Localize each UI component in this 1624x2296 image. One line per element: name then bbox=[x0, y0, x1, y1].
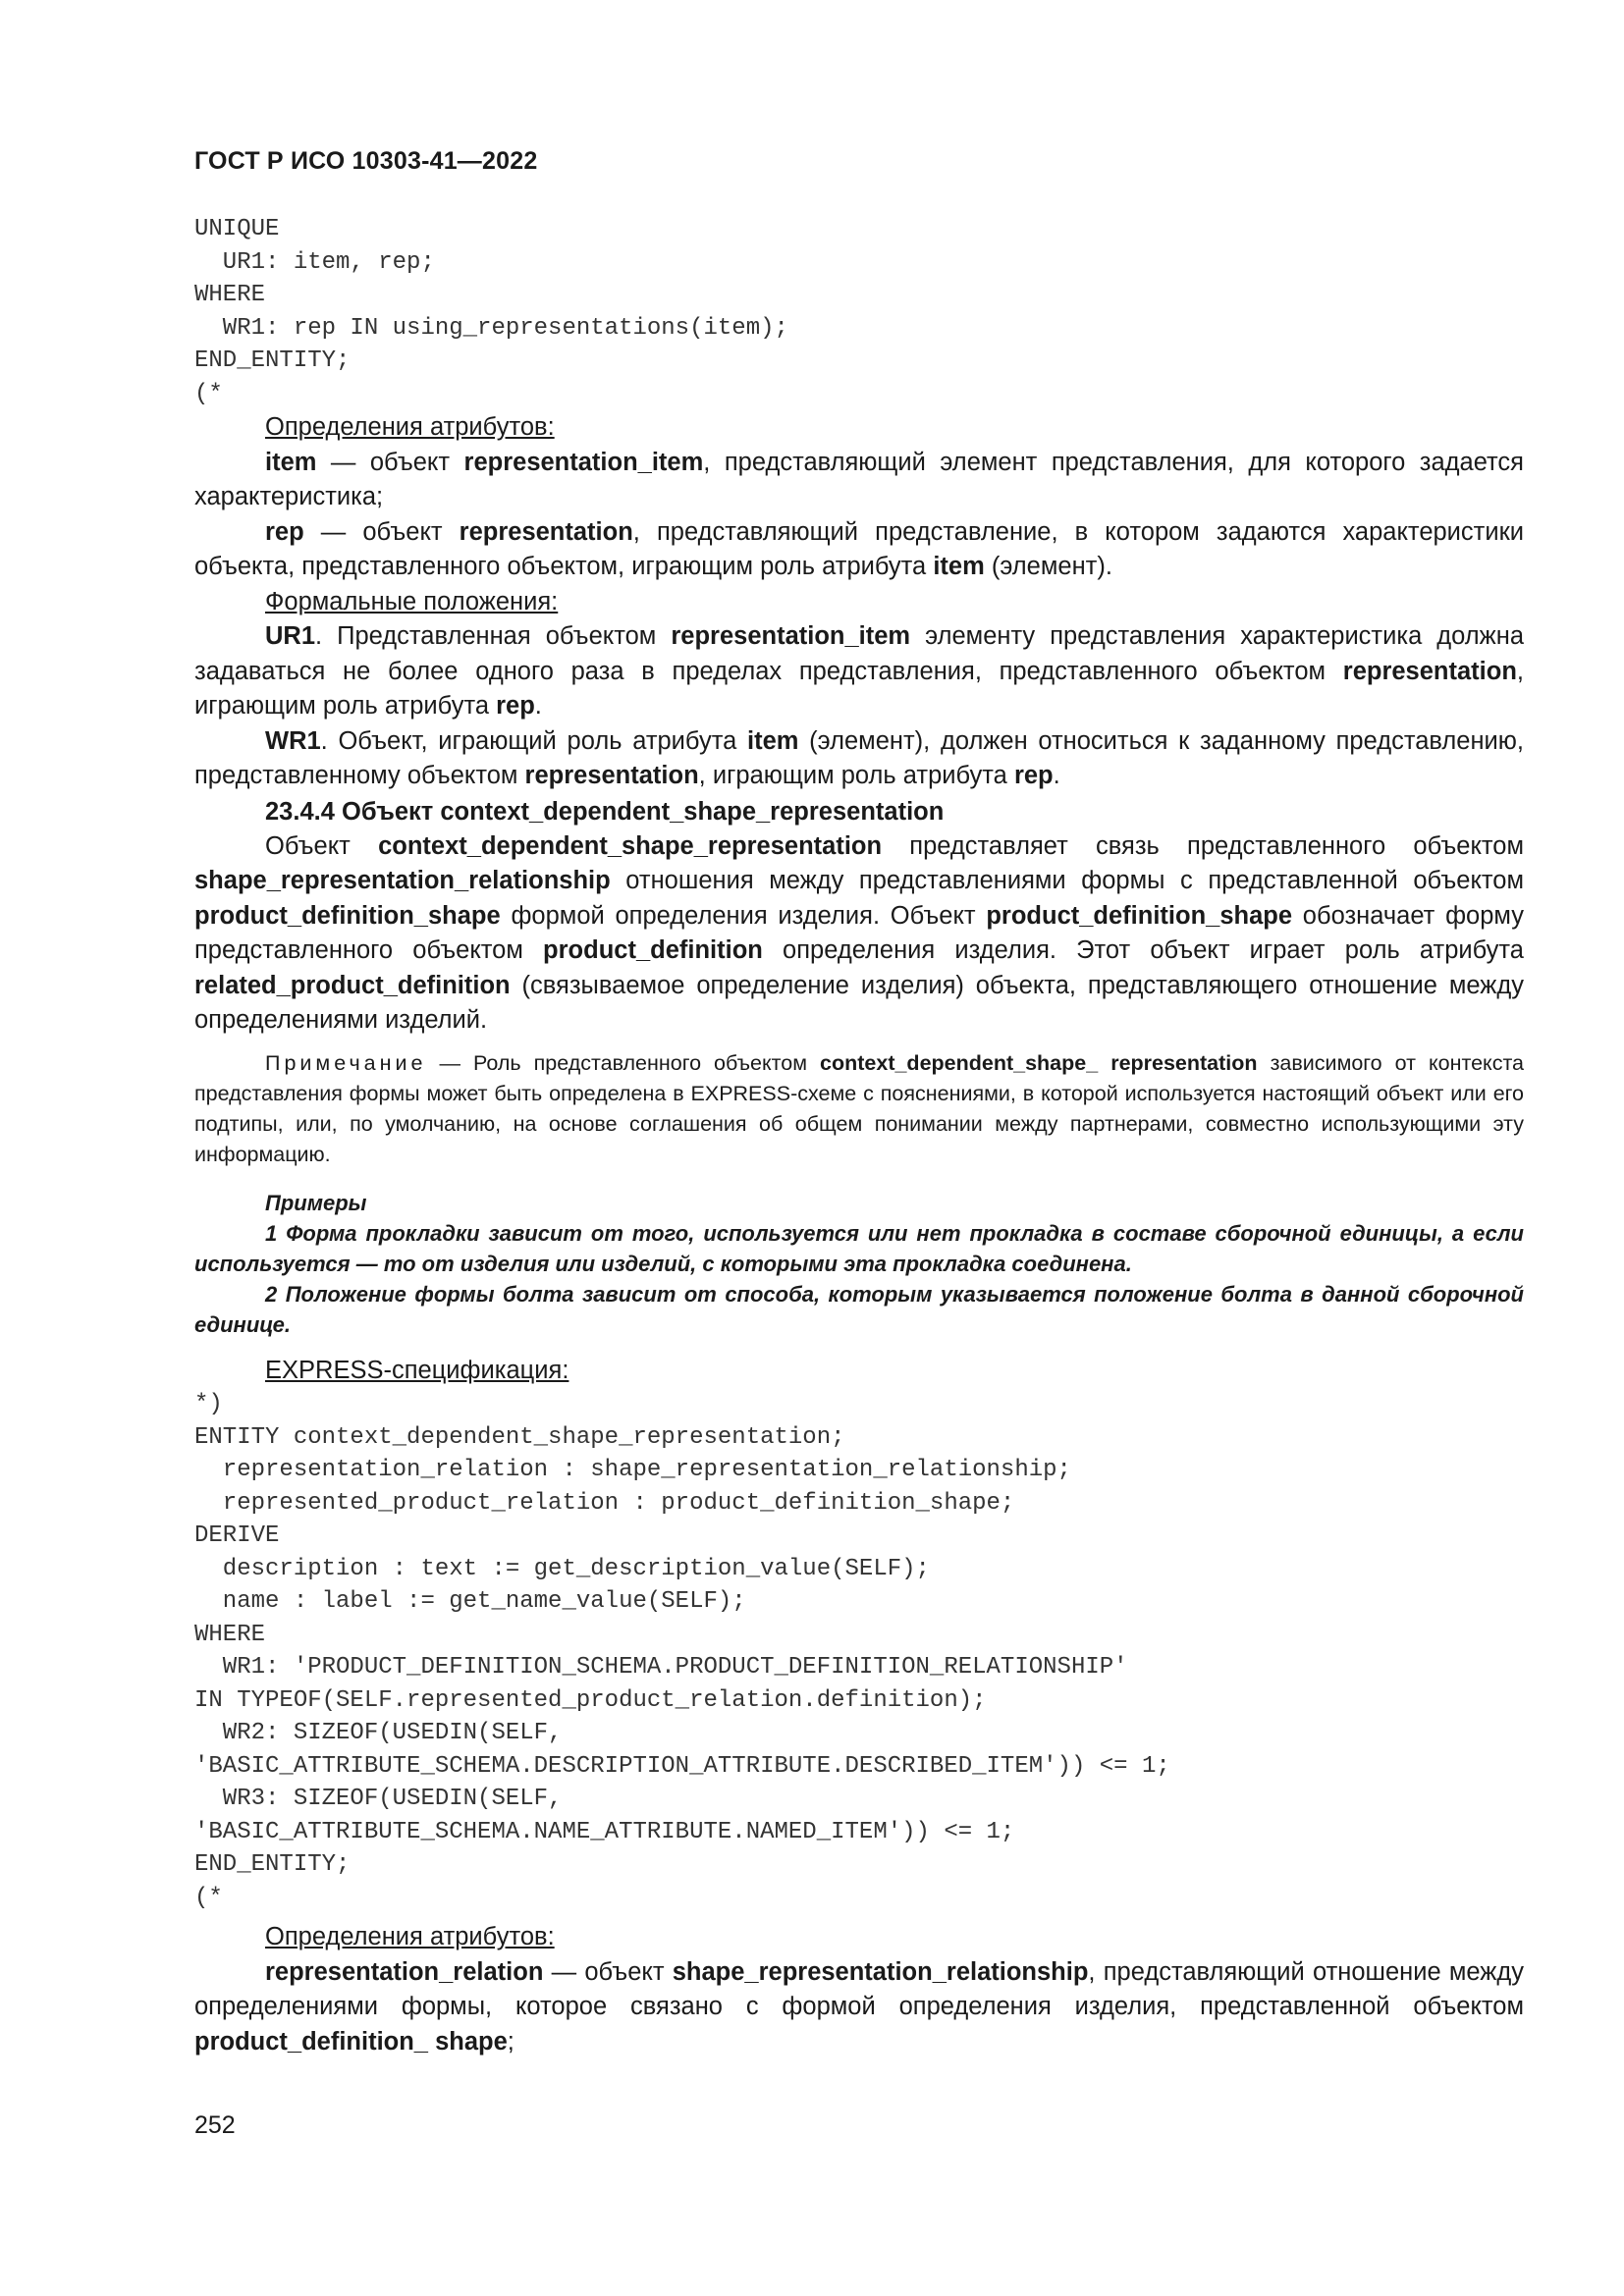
document-page bbox=[194, 147, 1524, 2059]
attr-defs-2-heading: Определения атрибутов: bbox=[265, 1923, 555, 1950]
code-line: WR1: rep IN using_representations(item); bbox=[194, 314, 788, 342]
note: Примечание — Роль представленного объектом context_dependent_shape_ representation зависимого от контекста представления формы может быть определена в EXPRESS-схеме с пояснениями, в которой используется настоящий объект или его подтипы, или, по умолчанию, на основе соглашения об общем понимании между партнерами, совместно использующими эту информацию. bbox=[194, 1050, 1525, 1166]
formal-heading: Формальные положения: bbox=[265, 587, 559, 615]
code-line: UR1: item, rep; bbox=[194, 248, 435, 276]
examples-heading: Примеры bbox=[265, 1190, 367, 1215]
express-heading: EXPRESS-спецификация: bbox=[265, 1356, 569, 1384]
attr-rep-definition: rep — объект representation, представляющий представление, в котором задаются характеристики объекта, представленного объектом, играющим роль атрибута item (элемент). bbox=[194, 517, 1524, 580]
code-line: name : label := get_name_value(SELF); bbox=[194, 1588, 746, 1615]
code-line: IN TYPEOF(SELF.represented_product_relation.definition); bbox=[194, 1686, 987, 1714]
code-line: WR1: 'PRODUCT_DEFINITION_SCHEMA.PRODUCT_DEFINITION_RELATIONSHIP' bbox=[194, 1654, 1128, 1681]
examples bbox=[194, 1188, 1524, 1340]
section-paragraph: Объект context_dependent_shape_representation представляет связь представленного объектом shape_representation_relationship отношения между представлениями формы с представленной объектом product_definition_shape формой определения изделия. Объект product_definition_shape обозначает форму представленного объектом product_definition определения изделия. Этот объект играет роль атрибута related_product_definition (связываемое определение изделия) объекта, представляющего отношение между определениями изделий. bbox=[194, 831, 1524, 1034]
page-number: 252 bbox=[194, 2111, 236, 2139]
attr-representation-relation-definition: representation_relation — объект shape_representation_relationship, представляющий отношение между определениями формы, которое связано с формой определения изделия, представленной объектом product_definition_ shape; bbox=[194, 1957, 1524, 2056]
code-line: END_ENTITY; bbox=[194, 1851, 351, 1878]
standard-title: ГОСТ Р ИСО 10303-41—2022 bbox=[194, 147, 538, 175]
code-line: (* bbox=[194, 380, 223, 407]
code-line: WHERE bbox=[194, 282, 266, 308]
code-line: *) bbox=[194, 1391, 223, 1417]
code-line: 'BASIC_ATTRIBUTE_SCHEMA.DESCRIPTION_ATTRIBUTE.DESCRIBED_ITEM')) <= 1; bbox=[194, 1752, 1170, 1780]
code-line: representation_relation : shape_representation_relationship; bbox=[194, 1457, 1071, 1483]
code-line: DERIVE bbox=[194, 1522, 280, 1549]
code-line: WR3: SIZEOF(USEDIN(SELF, bbox=[194, 1786, 563, 1812]
code-line: 'BASIC_ATTRIBUTE_SCHEMA.NAME_ATTRIBUTE.NAMED_ITEM')) <= 1; bbox=[194, 1818, 1015, 1845]
code-line: WR2: SIZEOF(USEDIN(SELF, bbox=[194, 1720, 563, 1746]
code-block-1 bbox=[194, 213, 1524, 410]
code-line: description : text := get_description_value(SELF); bbox=[194, 1555, 930, 1582]
formal-wr1: WR1. Объект, играющий роль атрибута item (элемент), должен относиться к заданному представлению, представленному объектом representation, играющим роль атрибута rep. bbox=[194, 726, 1524, 789]
formal-ur1: UR1. Представленная объектом representation_item элементу представления характеристика должна задаваться не более одного раза в пределах представления, представленного объектом representation, играющим роль атрибута rep. bbox=[194, 622, 1525, 720]
attr-item-definition: item — объект representation_item, представляющий элемент представления, для которого задается характеристика; bbox=[194, 448, 1524, 510]
code-block-2 bbox=[194, 1388, 1524, 1914]
example-2: 2 Положение формы болта зависит от способа, которым указывается положение болта в данной сборочной единице. bbox=[194, 1281, 1524, 1337]
attr-defs-heading: Определения атрибутов: bbox=[265, 413, 555, 441]
section-heading: 23.4.4 Объект context_dependent_shape_representation bbox=[265, 797, 945, 826]
code-line: (* bbox=[194, 1884, 223, 1911]
code-line: ENTITY context_dependent_shape_representation; bbox=[194, 1423, 845, 1451]
code-line: UNIQUE bbox=[194, 216, 280, 242]
code-line: represented_product_relation : product_definition_shape; bbox=[194, 1489, 1015, 1517]
code-line: WHERE bbox=[194, 1621, 266, 1648]
code-line: END_ENTITY; bbox=[194, 347, 351, 374]
example-1: 1 Форма прокладки зависит от того, используется или нет прокладка в составе сборочной единицы, а если используется — то от изделия или изделий, с которыми эта прокладка соединена. bbox=[194, 1220, 1524, 1276]
